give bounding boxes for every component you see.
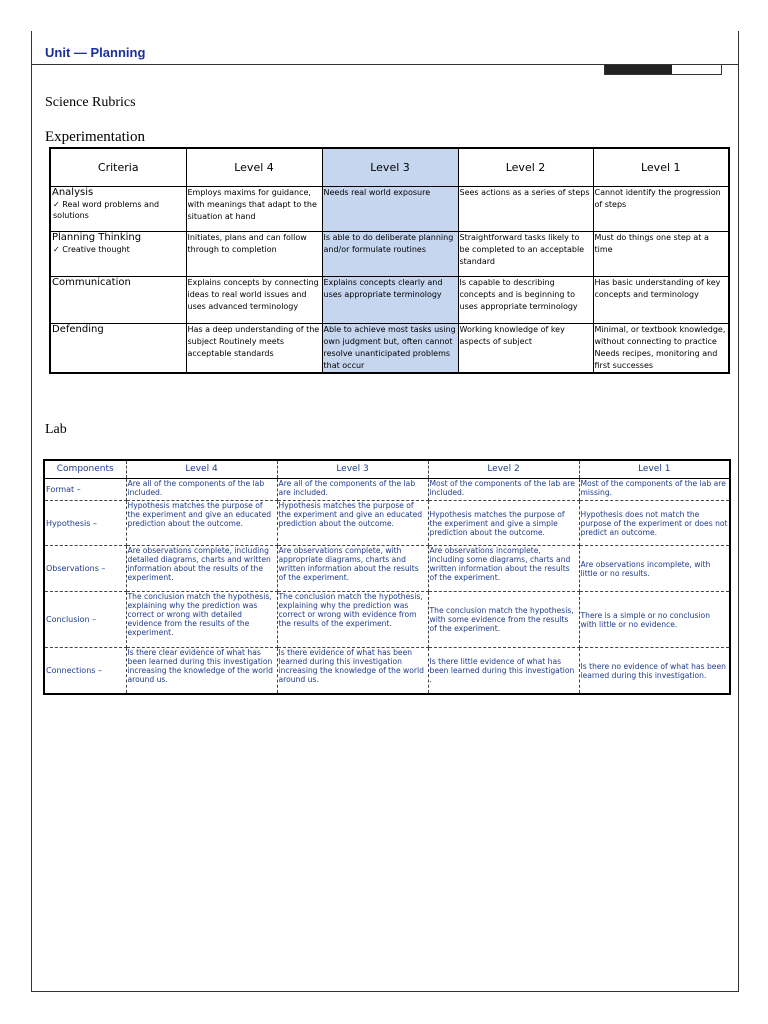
table-cell: Working knowledge of key aspects of subject	[458, 324, 593, 374]
column-header-level-4: Level 4	[126, 460, 277, 479]
table-cell: Most of the components of the lab are included.	[428, 479, 579, 501]
criterion-cell	[50, 277, 186, 324]
table-cell: Explains concepts clearly and uses appropriate terminology	[322, 277, 458, 324]
criterion-cell	[50, 187, 186, 232]
table-cell: Has basic understanding of key concepts and terminology	[593, 277, 729, 324]
criterion-label: Communication	[52, 277, 131, 288]
table-header-row	[50, 148, 729, 187]
table-cell: Is there evidence of what has been learned during this investigation increasing the knowledge of the world around us.	[277, 648, 428, 695]
component-label: Format –	[44, 479, 126, 501]
column-header-level-1: Level 1	[593, 148, 729, 187]
table-cell: Hypothesis matches the purpose of the experiment and give an educated prediction about the outcome.	[277, 501, 428, 546]
criterion-label: Analysis	[52, 187, 94, 198]
table-cell: Most of the components of the lab are missing.	[579, 479, 730, 501]
table-cell: Minimal, or textbook knowledge, without connecting to practice Needs recipes, monitoring and first successes	[593, 324, 729, 374]
table-cell: The conclusion match the hypothesis, explaining why the prediction was correct or wrong with detailed evidence from the results of the experiment.	[126, 592, 277, 648]
column-header-level-3: Level 3	[277, 460, 428, 479]
table-cell: Are observations complete, with appropriate diagrams, charts and written information about the results of the experiment.	[277, 546, 428, 592]
table-cell: Is able to do deliberate planning and/or formulate routines	[322, 232, 458, 277]
table-row	[44, 546, 730, 592]
table-cell: Initiates, plans and can follow through to completion	[186, 232, 322, 277]
component-label: Observations –	[44, 546, 126, 592]
table-row	[44, 479, 730, 501]
criterion-sub-label: ✓ Creative thought	[53, 245, 130, 254]
component-label: Hypothesis –	[44, 501, 126, 546]
table-cell: Are observations complete, including detailed diagrams, charts and written information about the results of the experiment.	[126, 546, 277, 592]
unit-title: Unit — Planning	[45, 45, 146, 60]
table-cell: Is there no evidence of what has been learned during this investigation.	[579, 648, 730, 695]
table-cell: Straightforward tasks likely to be completed to an acceptable standard	[458, 232, 593, 277]
table-cell: Hypothesis matches the purpose of the experiment and give a simple prediction about the outcome.	[428, 501, 579, 546]
criterion-label: Defending	[52, 324, 104, 335]
table-cell: Are all of the components of the lab included.	[126, 479, 277, 501]
table-cell: Sees actions as a series of steps	[458, 187, 593, 232]
table-row	[50, 187, 729, 232]
table-cell: Hypothesis matches the purpose of the experiment and give an educated prediction about the outcome.	[126, 501, 277, 546]
table-cell: Are observations incomplete, with little or no results.	[579, 546, 730, 592]
lab-rubric-table	[43, 459, 731, 695]
table-cell: Is capable to describing concepts and is beginning to uses appropriate terminology	[458, 277, 593, 324]
column-header-level-4: Level 4	[186, 148, 322, 187]
component-label: Conclusion –	[44, 592, 126, 648]
table-row	[44, 592, 730, 648]
criterion-cell	[50, 232, 186, 277]
column-header-level-1: Level 1	[579, 460, 730, 479]
science-rubrics-heading: Science Rubrics	[45, 95, 136, 110]
table-row	[50, 232, 729, 277]
header-progress-fill	[605, 65, 672, 74]
table-cell: Are all of the components of the lab are included.	[277, 479, 428, 501]
column-header-level-3: Level 3	[322, 148, 458, 187]
criterion-cell	[50, 324, 186, 374]
table-row	[50, 324, 729, 374]
criterion-label: Planning Thinking	[52, 232, 142, 243]
table-cell: Must do things one step at a time	[593, 232, 729, 277]
experimentation-rubric-table	[49, 147, 730, 374]
experimentation-heading: Experimentation	[45, 129, 145, 145]
table-cell: Cannot identify the progression of steps	[593, 187, 729, 232]
criterion-sub-label: ✓ Real word problems and solutions	[53, 200, 160, 220]
component-label: Connections –	[44, 648, 126, 695]
table-cell: Are observations incomplete, including some diagrams, charts and written information about the results of the experiment.	[428, 546, 579, 592]
table-cell: There is a simple or no conclusion with little or no evidence.	[579, 592, 730, 648]
column-header-components: Components	[44, 460, 126, 479]
table-cell: Needs real world exposure	[322, 187, 458, 232]
table-cell: The conclusion match the hypothesis, with some evidence from the results of the experiment.	[428, 592, 579, 648]
table-cell: Hypothesis does not match the purpose of the experiment or does not predict an outcome.	[579, 501, 730, 546]
table-cell: Is there little evidence of what has been learned during this investigation .	[428, 648, 579, 695]
table-row	[44, 648, 730, 695]
column-header-level-2: Level 2	[428, 460, 579, 479]
header-progress-bar	[604, 64, 722, 75]
column-header-level-2: Level 2	[458, 148, 593, 187]
table-row	[44, 501, 730, 546]
table-cell: The conclusion match the hypothesis, explaining why the prediction was correct or wrong with evidence from the results of the experiment.	[277, 592, 428, 648]
column-header-criteria: Criteria	[50, 148, 186, 187]
table-cell: Is there clear evidence of what has been learned during this investigation increasing the knowledge of the world around us.	[126, 648, 277, 695]
table-header-row	[44, 460, 730, 479]
table-cell: Employs maxims for guidance, with meanings that adapt to the situation at hand	[186, 187, 322, 232]
table-cell: Able to achieve most tasks using own judgment but, often cannot resolve unanticipated problems that occur	[322, 324, 458, 374]
lab-heading: Lab	[45, 422, 67, 437]
table-cell: Has a deep understanding of the subject Routinely meets acceptable standards	[186, 324, 322, 374]
table-cell: Explains concepts by connecting ideas to real world issues and uses advanced terminology	[186, 277, 322, 324]
table-row	[50, 277, 729, 324]
